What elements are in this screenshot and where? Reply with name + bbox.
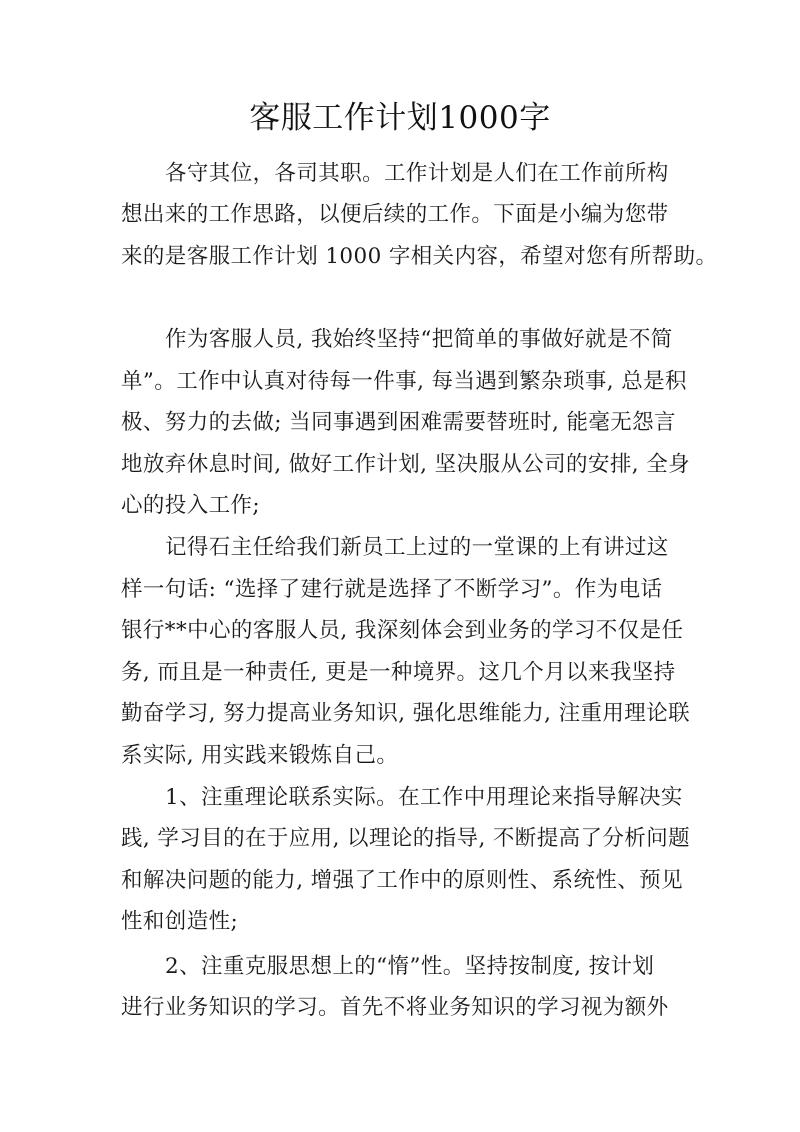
text-line: 1、注重理论联系实际。在工作中用理论来指导解决实 xyxy=(165,785,683,810)
text-line: 作为客服人员, 我始终坚持“把简单的事做好就是不简 xyxy=(165,327,673,352)
text-line: 勤奋学习, 努力提高业务知识, 强化思维能力, 注重用理论联 xyxy=(121,701,691,726)
document-title: 客服工作计划1000字 xyxy=(249,100,551,136)
text-line: 记得石主任给我们新员工上过的一堂课的上有讲过这 xyxy=(165,535,669,560)
text-line: 心的投入工作; xyxy=(121,493,261,518)
text-line: 想出来的工作思路，以便后续的工作。下面是小编为您带 xyxy=(121,202,669,227)
text-line: 样一句话: “选择了建行就是选择了不断学习”。作为电话 xyxy=(121,577,663,602)
text-line: 银行**中心的客服人员, 我深刻体会到业务的学习不仅是任 xyxy=(121,618,684,643)
text-line: 和解决问题的能力, 增强了工作中的原则性、系统性、预见 xyxy=(121,868,683,893)
text-line: 来的是客服工作计划 1000 字相关内容，希望对您有所帮助。 xyxy=(121,244,718,269)
text-line: 进行业务知识的学习。首先不将业务知识的学习视为额外 xyxy=(121,995,669,1020)
text-line: 极、努力的去做; 当同事遇到困难需要替班时, 能毫无怨言 xyxy=(121,410,676,435)
text-line: 践, 学习目的在于应用, 以理论的指导, 不断提高了分析问题 xyxy=(121,826,691,851)
text-line: 系实际, 用实践来锻炼自己。 xyxy=(121,743,399,768)
text-line: 性和创造性; xyxy=(121,909,239,934)
text-line: 单”。工作中认真对待每一件事, 每当遇到繁杂琐事, 总是积 xyxy=(121,369,687,394)
text-line: 务, 而且是一种责任, 更是一种境界。这几个月以来我坚持 xyxy=(121,660,676,685)
text-line: 2、注重克服思想上的“惰”性。坚持按制度, 按计划 xyxy=(165,954,655,979)
text-line: 地放弃休息时间, 做好工作计划, 坚决服从公司的安排, 全身 xyxy=(121,452,691,477)
text-line: 各守其位，各司其职。工作计划是人们在工作前所构 xyxy=(165,161,669,186)
